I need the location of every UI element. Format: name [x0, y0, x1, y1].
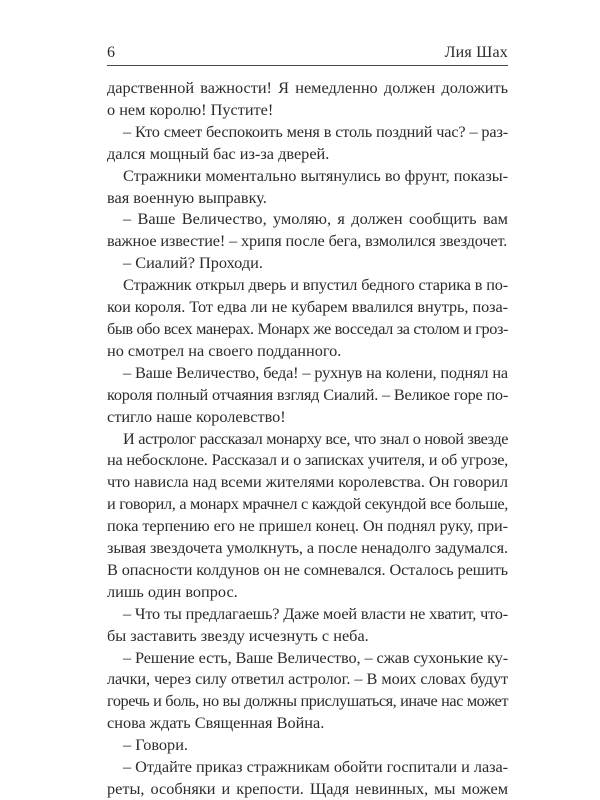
author-name: Лия Шах	[444, 44, 508, 61]
text-line: вая военную выправку.	[107, 187, 267, 207]
text-line: о нем королю! Пустите!	[107, 99, 274, 119]
text-line: горечь и боль, но вы должны прислушаться, иначе нас может	[107, 691, 508, 711]
text-line: что нависла над всеми жителями королевства. Он говорил	[107, 472, 508, 492]
text-line: – Сиалий? Проходи.	[123, 253, 263, 273]
page-number: 6	[107, 44, 116, 61]
text-line: зывая звездочета умолкнуть, а после ненадолго задумался.	[107, 538, 508, 558]
text-line: – Отдайте приказ стражникам обойти госпитали и лаза-	[123, 757, 508, 777]
text-line: лачки, через силу ответил астролог. – В моих словах будут	[107, 669, 508, 689]
text-line: но смотрел на своего подданного.	[107, 340, 342, 360]
text-line: кои короля. Тот едва ли не кубарем ввалился внутрь, поза-	[107, 297, 508, 317]
text-line: стигло наше королевство!	[107, 406, 286, 426]
text-line: короля полный отчаяния взгляд Сиалий. – Великое горе по-	[107, 384, 508, 404]
text-line: – Говори.	[123, 735, 188, 755]
text-line: Стражник открыл дверь и впустил бедного старика в по-	[123, 275, 508, 295]
text-line: лишь один вопрос.	[107, 581, 238, 601]
text-line: быв обо всех манерах. Монарх же восседал за столом и гроз-	[107, 318, 508, 338]
body-text	[107, 77, 508, 800]
text-line: дался мощный бас из-за дверей.	[107, 143, 330, 163]
text-line: Стражники моментально вытянулись во фрунт, показы-	[123, 165, 508, 185]
text-line: важное известие! – хрипя после бега, взмолился звездочет.	[107, 231, 508, 251]
text-line: В опасности колдунов он не сомневался. Осталось решить	[107, 559, 508, 579]
text-line: бы заставить звезду исчезнуть с неба.	[107, 625, 369, 645]
text-line: на небосклоне. Рассказал и о записках учителя, и об угрозе,	[107, 450, 508, 470]
text-line: – Ваше Величество, беда! – рухнув на колени, поднял на	[123, 362, 508, 382]
text-line: – Решение есть, Ваше Величество, – сжав сухонькие ку-	[123, 647, 508, 667]
header-rule	[107, 65, 508, 66]
text-line: и говорил, а монарх мрачнел с каждой секундой все больше,	[107, 494, 508, 514]
text-line: дарственной важности! Я немедленно должен доложить	[107, 78, 508, 97]
text-line: И астролог рассказал монарху все, что знал о новой звезде	[123, 428, 508, 448]
text-line: пока терпению его не пришел конец. Он поднял руку, при-	[107, 516, 508, 536]
text-line: – Кто смеет беспокоить меня в столь поздний час? – раз-	[123, 121, 508, 141]
text-line: – Что ты предлагаешь? Даже моей власти не хватит, что-	[123, 603, 508, 623]
text-line: – Ваше Величество, умоляю, я должен сообщить вам	[123, 209, 508, 229]
running-head	[107, 40, 508, 62]
text-line: реты, особняки и крепости. Щадя невинных, мы можем	[107, 779, 508, 798]
text-line: снова ждать Священная Война.	[107, 713, 325, 733]
